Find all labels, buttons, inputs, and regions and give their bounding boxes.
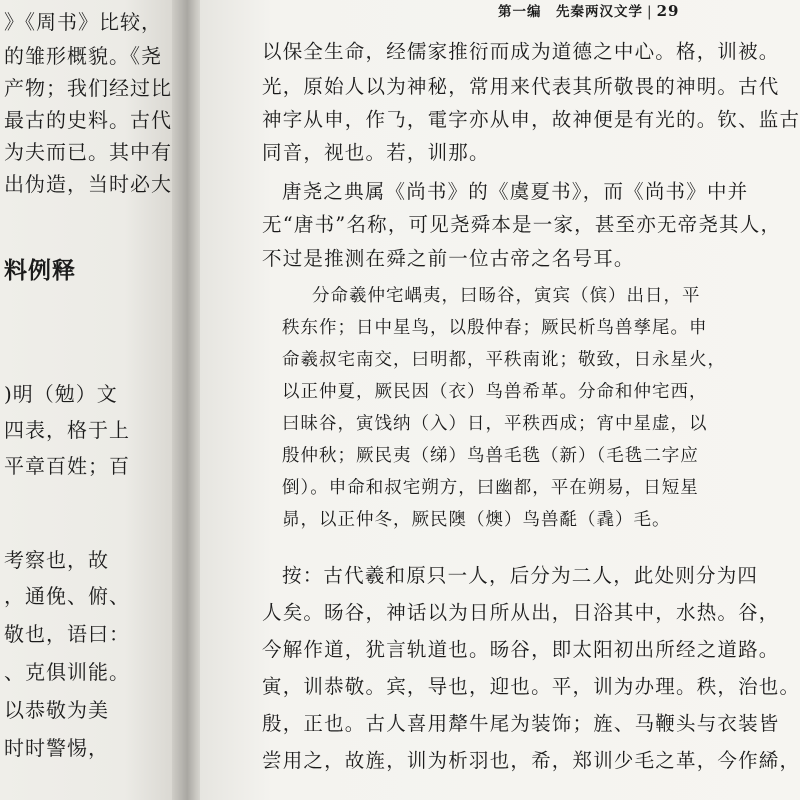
left-line: 产物；我们经过比 bbox=[4, 76, 172, 100]
left-page bbox=[0, 0, 178, 800]
body-line: 不过是推测在舜之前一位古帝之名号耳。 bbox=[262, 247, 635, 270]
quote-line: 分命羲仲宅嵎夷，曰旸谷，寅宾（傧）出日，平 bbox=[312, 286, 701, 306]
left-line: 敬也，语曰： bbox=[4, 622, 130, 646]
left-line: 时时警惕， bbox=[4, 736, 109, 760]
quote-line: 昴，以正仲冬，厥民隩（燠）鸟兽氄（毳）毛。 bbox=[282, 510, 671, 530]
left-line: 、克俱训能。 bbox=[4, 660, 130, 684]
left-line: 最古的史料。古代 bbox=[4, 108, 172, 132]
right-page bbox=[200, 0, 800, 800]
quote-line: 殷仲秋；厥民夷（绨）鸟兽毛毨（新）（毛毨二字应 bbox=[282, 446, 699, 466]
quote-line: 以正仲夏，厥民因（衣）鸟兽希革。分命和仲宅西， bbox=[282, 382, 708, 402]
body-line: 唐尧之典属《尚书》的《虞夏书》，而《尚书》中并 bbox=[282, 180, 749, 203]
left-section-heading: 料例释 bbox=[4, 257, 76, 284]
left-line: 为夫而已。其中有 bbox=[4, 140, 172, 164]
left-line: 考察也，故 bbox=[4, 548, 109, 572]
left-line: )明（勉）文 bbox=[4, 382, 118, 406]
body-line: 按：古代羲和原只一人，后分为二人，此处则分为四 bbox=[282, 564, 759, 587]
body-line: 以保全生命，经儒家推衍而成为道德之中心。格，训被。 bbox=[262, 40, 780, 63]
chapter-title: 第一编 先秦两汉文学 bbox=[498, 4, 643, 20]
body-line: 寅，训恭敬。宾，导也，迎也。平，训为办理。秩，治也。 bbox=[262, 675, 800, 698]
left-line: 》《周书》比较， bbox=[4, 10, 162, 34]
body-line: 神字从申，作𠄎，電字亦从申，故神便是有光的。钦、监古 bbox=[262, 108, 800, 131]
quote-line: 曰昧谷，寅饯纳（入）日，平秩西成；宵中星虚，以 bbox=[282, 414, 708, 434]
page-number: 29 bbox=[656, 2, 680, 20]
left-line: ，通俛、俯、 bbox=[4, 584, 130, 608]
quote-line: 命羲叔宅南交，曰明都，平秩南讹；敬致，日永星火， bbox=[282, 350, 726, 370]
running-head: 第一编 先秦两汉文学 | 29 bbox=[498, 2, 680, 20]
left-line: 四表，格于上 bbox=[4, 418, 130, 442]
body-line: 殷，正也。古人喜用犛牛尾为装饰；旌、马鞭头与衣装皆 bbox=[262, 712, 780, 735]
left-line: 以恭敬为美 bbox=[4, 698, 109, 722]
body-line: 人矣。旸谷，神话以为日所从出，日浴其中，水热。谷， bbox=[262, 601, 780, 624]
body-line: 光，原始人以为神秘，常用来代表其所敬畏的神明。古代 bbox=[262, 75, 780, 98]
body-line: 今解作道，犹言轨道也。旸谷，即太阳初出所经之道路。 bbox=[262, 638, 780, 661]
body-line: 尝用之，故旌，训为析羽也，希，郑训少毛之革，今作絺， bbox=[262, 749, 800, 772]
left-line: 平章百姓；百 bbox=[4, 454, 130, 478]
quote-line: 秩东作；日中星鸟，以殷仲春；厥民析鸟兽孳尾。申 bbox=[282, 318, 708, 338]
quote-line: 倒）。申命和叔宅朔方，曰幽都，平在朔易，日短星 bbox=[282, 478, 699, 498]
left-line: 出伪造，当时必大 bbox=[4, 172, 172, 196]
body-line: 无“唐书”名称，可见尧舜本是一家，甚至亦无帝尧其人， bbox=[262, 213, 782, 236]
left-line: 的雏形概貌。《尧 bbox=[4, 44, 162, 68]
body-line: 同音，视也。若，训那。 bbox=[262, 141, 490, 164]
